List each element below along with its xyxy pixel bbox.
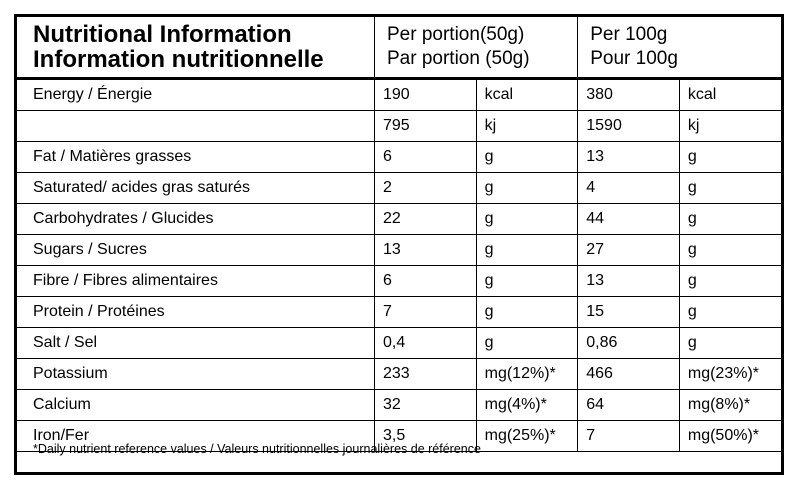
table-row [17,173,781,204]
table-row [17,111,781,142]
nutrition-table [17,17,781,452]
portion-unit: g [476,328,578,359]
nutrient-name: Fat / Matières grasses [17,142,375,173]
portion-unit: mg(12%)* [476,359,578,390]
per100-value: 0,86 [578,328,680,359]
nutrient-name: Protein / Protéines [17,297,375,328]
portion-value: 2 [375,173,477,204]
per100-value: 13 [578,142,680,173]
nutrient-name: Sugars / Sucres [17,235,375,266]
per100-unit: kcal [679,79,781,111]
portion-value: 6 [375,142,477,173]
nutrient-name: Carbohydrates / Glucides [17,204,375,235]
per100-value: 64 [578,390,680,421]
portion-unit: g [476,204,578,235]
portion-unit: g [476,142,578,173]
table-row [17,142,781,173]
portion-value: 22 [375,204,477,235]
portion-value: 0,4 [375,328,477,359]
per-portion-english: Per portion(50g) [387,24,525,45]
portion-value: 3,5 [375,421,477,452]
portion-value: 13 [375,235,477,266]
title-french: Information nutritionnelle [33,46,324,73]
nutrient-name: Energy / Énergie [17,79,375,111]
portion-value: 233 [375,359,477,390]
portion-unit: g [476,173,578,204]
per100-unit: g [679,235,781,266]
per100-unit: mg(23%)* [679,359,781,390]
per100-unit: g [679,297,781,328]
nutrient-name: Potassium [17,359,375,390]
nutrient-name: Iron/Fer [17,421,375,452]
per100-value: 15 [578,297,680,328]
per100-unit: g [679,328,781,359]
per100-value: 466 [578,359,680,390]
per-100g-english: Per 100g [590,24,668,45]
per100-value: 13 [578,266,680,297]
nutrient-name: Calcium [17,390,375,421]
table-row [17,297,781,328]
portion-unit: kcal [476,79,578,111]
per100-unit: mg(50%)* [679,421,781,452]
portion-value: 795 [375,111,477,142]
portion-value: 190 [375,79,477,111]
per100-unit: mg(8%)* [679,390,781,421]
title-english: Nutritional Information [33,21,292,48]
portion-unit: g [476,297,578,328]
nutrition-label [14,14,784,475]
table-row [17,79,781,111]
per100-unit: g [679,266,781,297]
per-portion-header [375,17,578,79]
portion-unit: mg(4%)* [476,390,578,421]
table-row [17,328,781,359]
table-row [17,266,781,297]
portion-value: 6 [375,266,477,297]
portion-value: 7 [375,297,477,328]
per100-value: 7 [578,421,680,452]
nutrient-name: Salt / Sel [17,328,375,359]
per100-value: 27 [578,235,680,266]
portion-unit: g [476,235,578,266]
per100-value: 44 [578,204,680,235]
portion-unit: kj [476,111,578,142]
nutrient-name: Fibre / Fibres alimentaires [17,266,375,297]
table-header-row [17,17,781,79]
per-portion-french: Par portion (50g) [387,48,530,69]
per100-value: 380 [578,79,680,111]
per100-value: 1590 [578,111,680,142]
nutrient-name: Saturated/ acides gras saturés [17,173,375,204]
per100-value: 4 [578,173,680,204]
per-100g-header [578,17,781,79]
per100-unit: kj [679,111,781,142]
per100-unit: g [679,142,781,173]
per100-unit: g [679,173,781,204]
per100-unit: g [679,204,781,235]
portion-unit: g [476,266,578,297]
table-row [17,359,781,390]
portion-unit: mg(25%)* [476,421,578,452]
table-row [17,204,781,235]
per-100g-french: Pour 100g [590,48,678,69]
portion-value: 32 [375,390,477,421]
table-title [17,17,375,79]
table-row [17,235,781,266]
nutrient-name [17,111,375,142]
table-row [17,390,781,421]
footnote: *Daily nutrient reference values / Valeurs nutritionnelles journalières de référence [33,442,481,456]
